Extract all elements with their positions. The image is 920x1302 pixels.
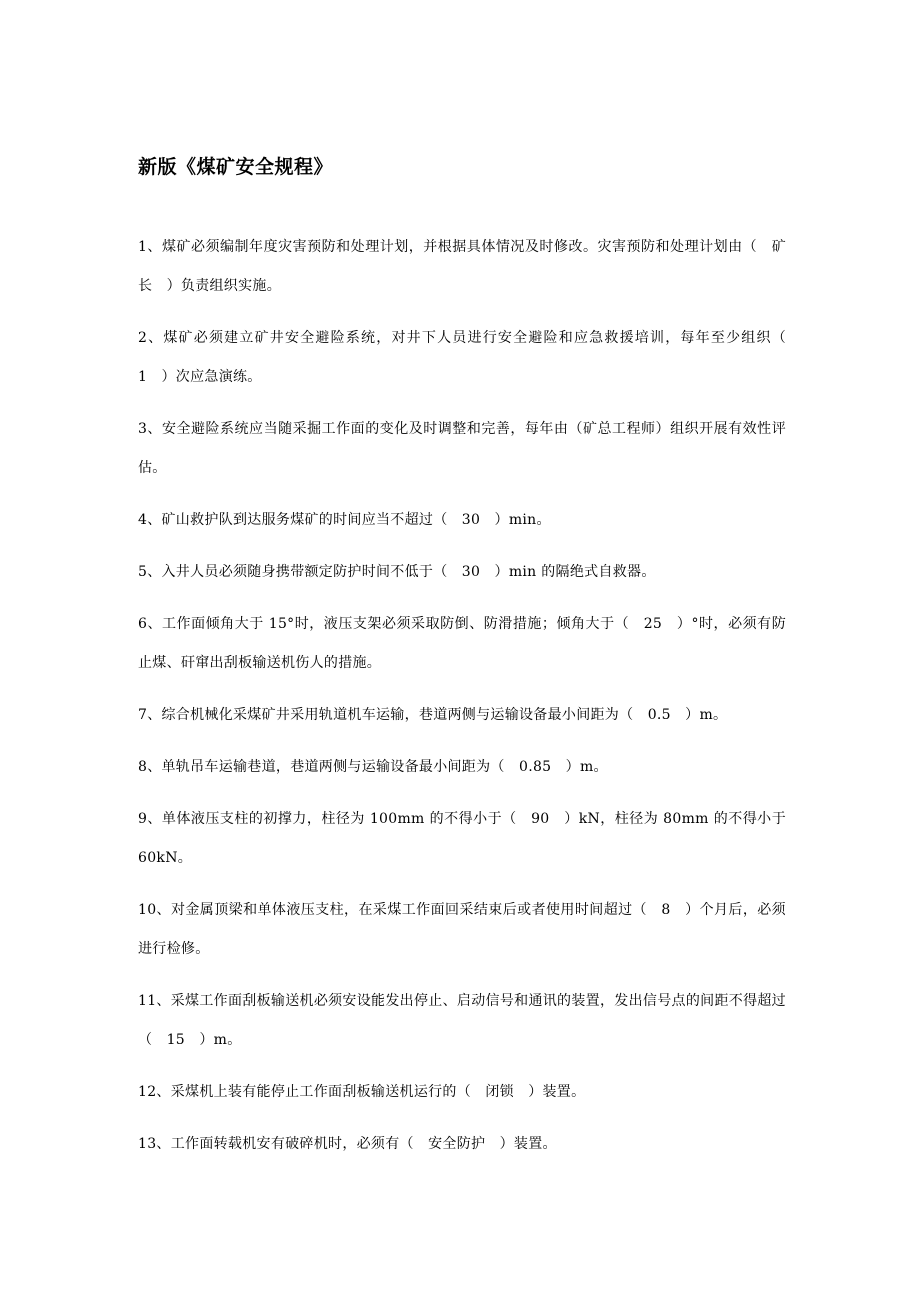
question-item-2: 2、煤矿必须建立矿井安全避险系统，对井下人员进行安全避险和应急救援培训，每年至少组织（ 1 ）次应急演练。 — [138, 330, 801, 385]
question-item-7: 7、综合机械化采煤矿井采用轨道机车运输，巷道两侧与运输设备最小间距为（ 0.5 ）m。 — [138, 707, 728, 723]
question-item-13: 13、工作面转载机安有破碎机时，必须有（ 安全防护 ）装置。 — [138, 1136, 557, 1152]
question-item-9: 9、单体液压支柱的初撑力，柱径为 100mm 的不得小于（ 90 ）kN，柱径为 80mm 的不得小于 60kN。 — [138, 811, 786, 866]
question-item-1: 1、煤矿必须编制年度灾害预防和处理计划，并根据具体情况及时修改。灾害预防和处理计划由（ 矿长 ）负责组织实施。 — [138, 239, 786, 294]
question-list — [138, 228, 801, 1177]
question-item-11: 11、采煤工作面刮板输送机必须安设能发出停止、启动信号和通讯的装置，发出信号点的间距不得超过（ 15 ）m。 — [138, 993, 786, 1048]
document-title: 新版《煤矿安全规程》 — [138, 156, 334, 178]
question-item-12: 12、采煤机上装有能停止工作面刮板输送机运行的（ 闭锁 ）装置。 — [138, 1084, 586, 1100]
question-item-4: 4、矿山救护队到达服务煤矿的时间应当不超过（ 30 ）min。 — [138, 512, 551, 528]
question-item-10: 10、对金属顶梁和单体液压支柱，在采煤工作面回采结束后或者使用时间超过（ 8 ）个月后，必须进行检修。 — [138, 902, 786, 957]
question-item-3: 3、安全避险系统应当随采掘工作面的变化及时调整和完善，每年由（矿总工程师）组织开展有效性评估。 — [138, 421, 786, 476]
question-item-6: 6、工作面倾角大于 15°时，液压支架必须采取防倒、防滑措施；倾角大于（ 25 ）°时，必须有防止煤、矸窜出刮板输送机伤人的措施。 — [138, 616, 786, 671]
question-item-8: 8、单轨吊车运输巷道，巷道两侧与运输设备最小间距为（ 0.85 ）m。 — [138, 759, 608, 775]
question-item-5: 5、入井人员必须随身携带额定防护时间不低于（ 30 ）min 的隔绝式自救器。 — [138, 564, 656, 580]
